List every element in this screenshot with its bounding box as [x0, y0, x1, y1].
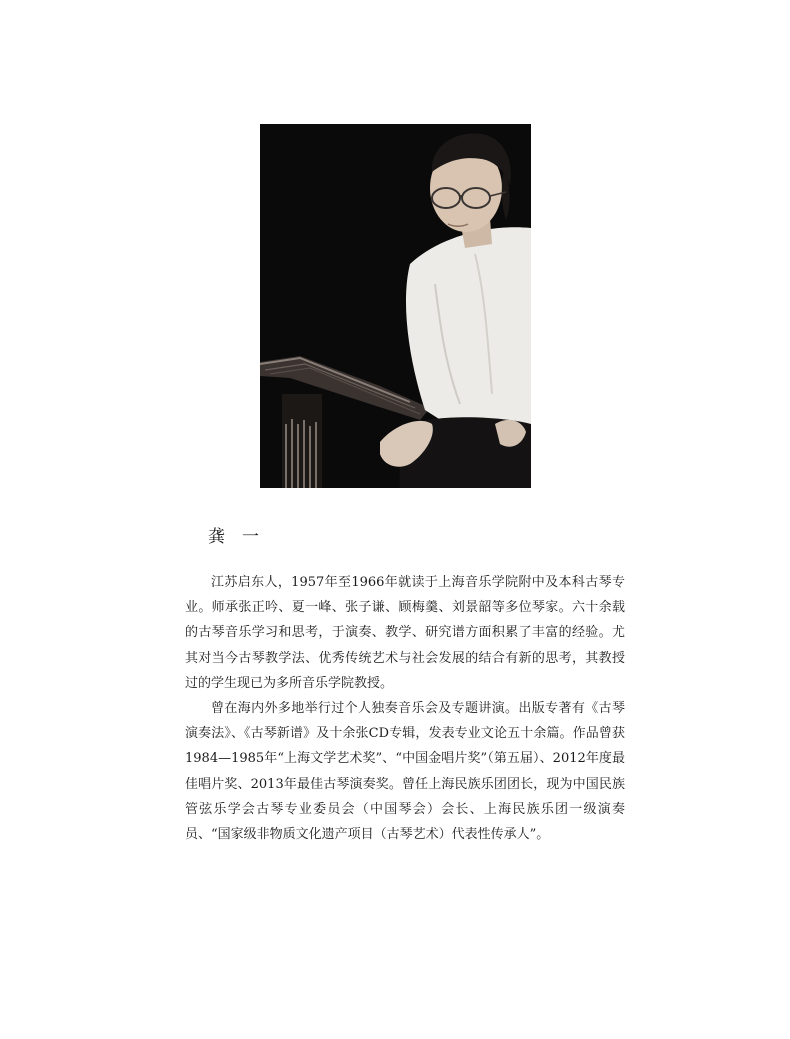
- biography: [185, 570, 625, 847]
- portrait-photo: [260, 124, 531, 488]
- person-name: 龚 一: [208, 527, 259, 547]
- bio-paragraph: 江苏启东人，1957年至1966年就读于上海音乐学院附中及本科古琴专业。师承张正吟、夏一峰、张子谦、顾梅羹、刘景韶等多位琴家。六十余载的古琴音乐学习和思考，于演奏、教学、研究谱方面积累了丰富的经验。尤其对当今古琴教学法、优秀传统艺术与社会发展的结合有新的思考，其教授过的学生现已为多所音乐学院教授。: [185, 575, 625, 691]
- portrait-illustration: [260, 124, 531, 488]
- bio-paragraph: 曾在海内外多地举行过个人独奏音乐会及专题讲演。出版专著有《古琴演奏法》、《古琴新谱》及十余张CD专辑，发表专业文论五十余篇。作品曾获1984—1985年“上海文学艺术奖”、“中国金唱片奖”（第五届）、2012年度最佳唱片奖、2013年最佳古琴演奏奖。曾任上海民族乐团团长，现为中国民族管弦乐学会古琴专业委员会（中国琴会）会长、上海民族乐团一级演奏员、“国家级非物质文化遗产项目（古琴艺术）代表性传承人”。: [185, 701, 625, 843]
